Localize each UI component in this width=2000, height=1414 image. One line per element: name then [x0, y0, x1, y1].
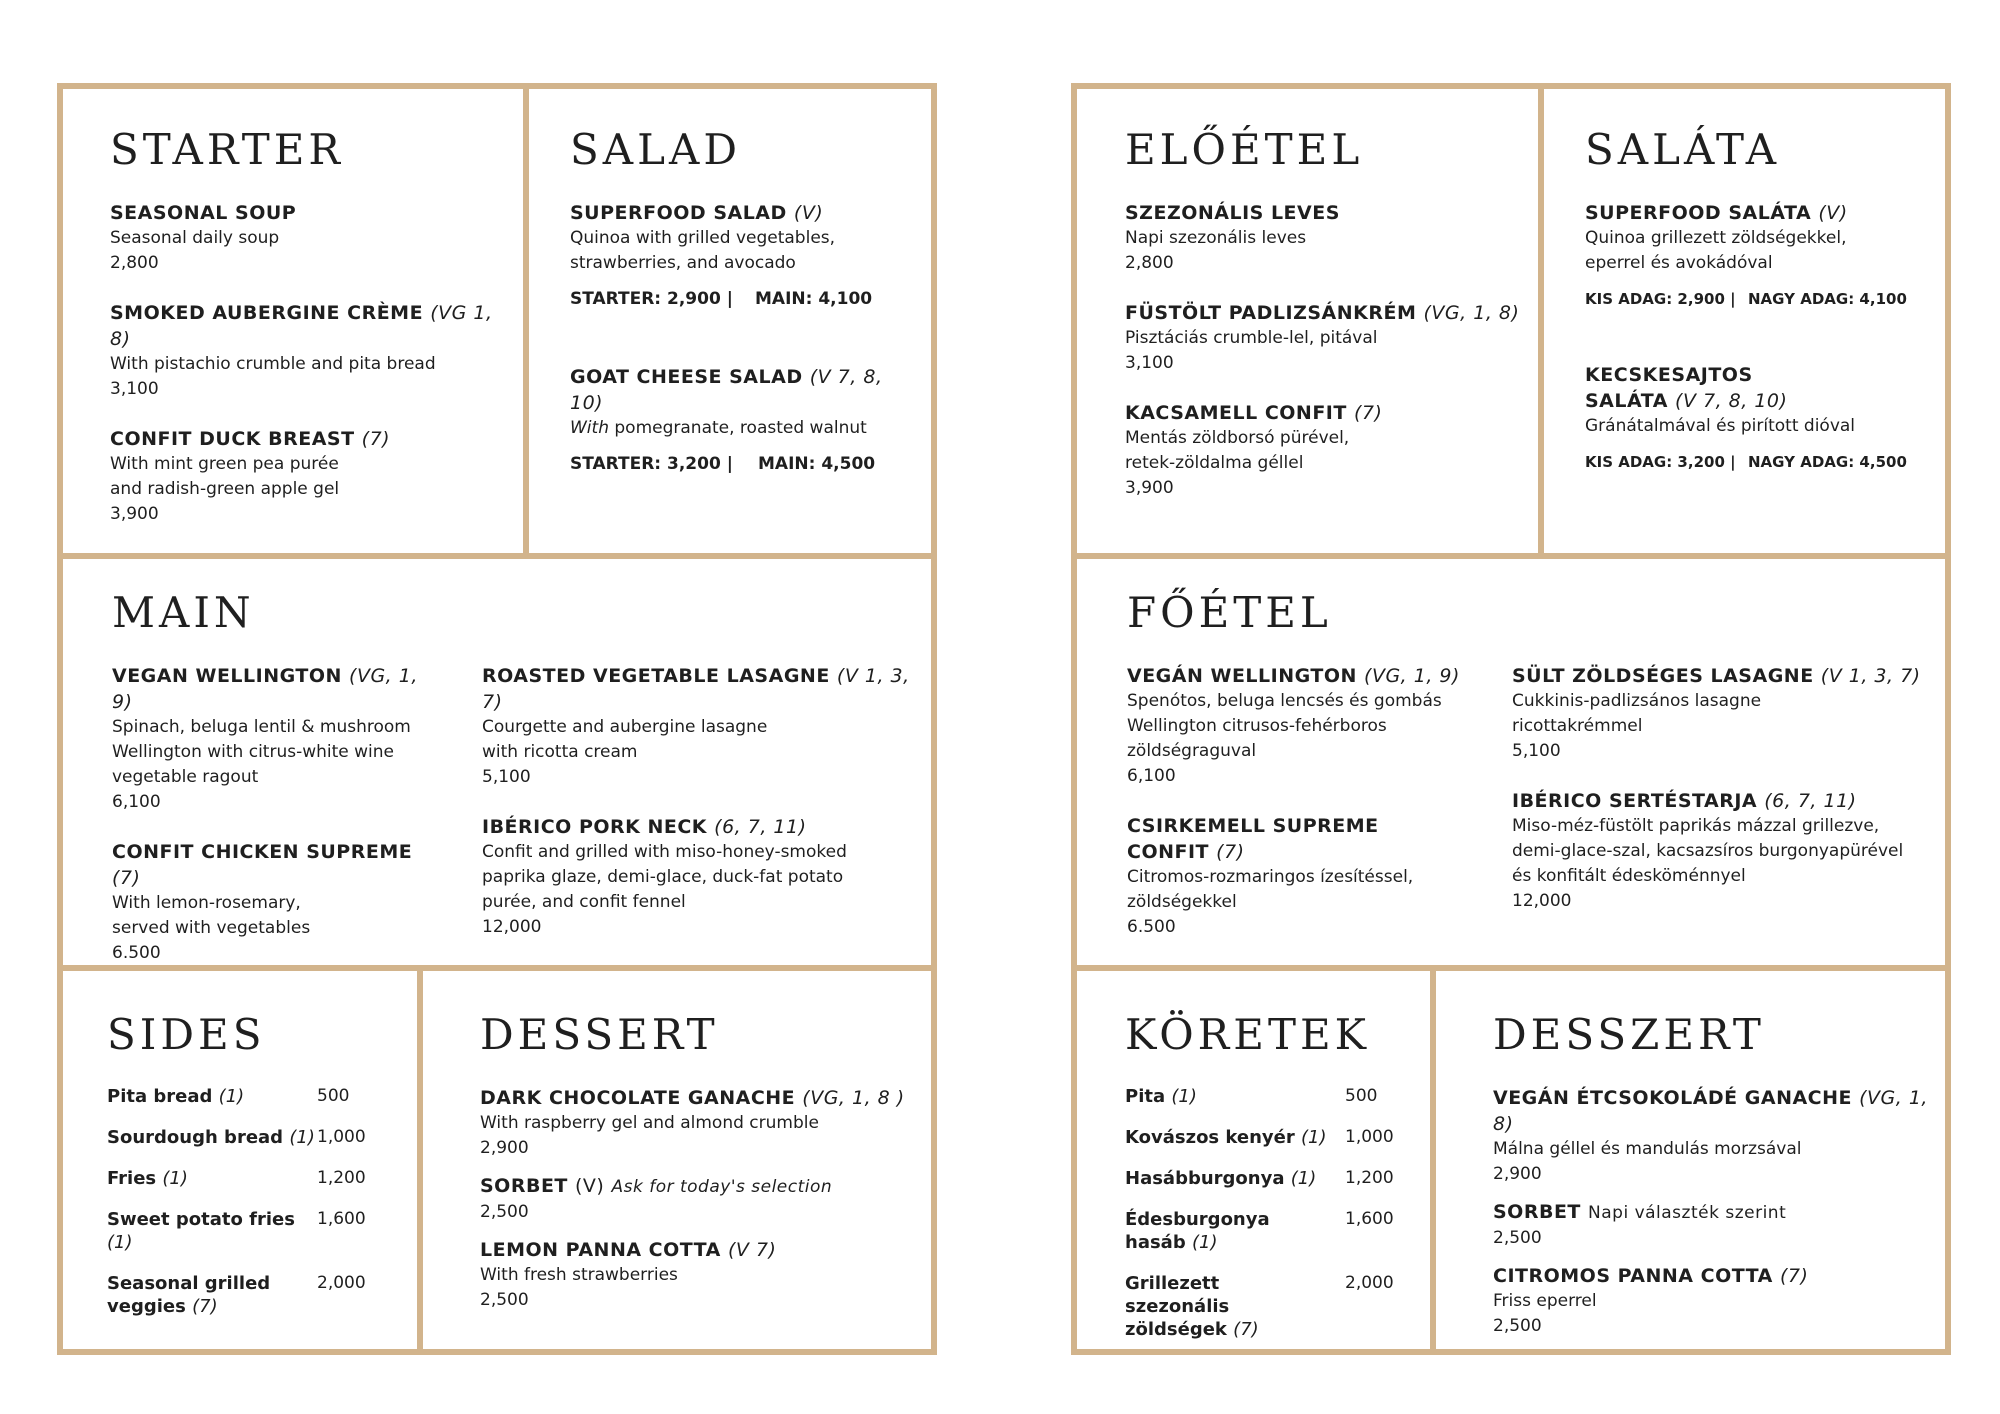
item-price: 5,100 — [1512, 741, 1561, 761]
item-desc: Spenótos, beluga lencsés és gombás — [1127, 691, 1442, 711]
item-desc: paprika glaze, demi-glace, duck-fat potato — [482, 867, 844, 887]
main-section-hu — [1127, 588, 1937, 964]
item-name: ROASTED VEGETABLE LASAGNE — [482, 665, 830, 687]
item-desc: Wellington with citrus-white wine — [112, 742, 395, 762]
item-name: Pita — [1125, 1086, 1166, 1107]
item-price: 2,500 — [480, 1202, 529, 1222]
menu-item — [1585, 200, 1935, 312]
menu-item — [482, 814, 912, 940]
item-name: Édesburgonya hasáb — [1125, 1209, 1270, 1253]
item-desc: With lemon-rosemary, — [112, 893, 301, 913]
menu-item — [112, 663, 422, 815]
item-price: 5,100 — [482, 767, 531, 787]
item-desc: vegetable ragout — [112, 767, 259, 787]
item-desc: Ask for today's selection — [611, 1177, 833, 1197]
menu-item — [1493, 1263, 1933, 1339]
item-desc: with ricotta cream — [482, 742, 638, 762]
section-title: DESSZERT — [1493, 1010, 1765, 1059]
item-price: 3,900 — [1125, 478, 1174, 498]
item-price: 6.500 — [112, 943, 161, 963]
item-name: SORBET — [480, 1175, 568, 1197]
salad-section — [570, 125, 920, 501]
item-name: Sourdough bread — [107, 1127, 284, 1148]
item-note: (V) — [1818, 202, 1848, 224]
item-desc: With — [570, 418, 609, 438]
item-note: (VG, 1, 9) — [1364, 665, 1460, 687]
salad-section-hu — [1585, 125, 1935, 499]
section-title: STARTER — [110, 125, 345, 174]
item-name: SALÁTA — [1585, 390, 1668, 412]
item-note: (V 1, 3, 7) — [482, 665, 910, 713]
item-note: (6, 7, 11) — [714, 816, 807, 838]
side-item — [1125, 1208, 1425, 1254]
item-desc: eperrel és avokádóval — [1585, 253, 1773, 273]
sides-section-hu — [1125, 1010, 1425, 1359]
item-note: (1) — [1171, 1086, 1197, 1107]
item-name: SUPERFOOD SALAD — [570, 202, 787, 224]
item-price: 2,800 — [1125, 253, 1174, 273]
item-price: 6,100 — [112, 792, 161, 812]
item-desc: és konfitált édesköménnyel — [1512, 866, 1746, 886]
item-price: 2,500 — [1493, 1316, 1542, 1336]
menu-item — [1585, 362, 1935, 475]
item-price: 12,000 — [482, 917, 542, 937]
item-name: CONFIT DUCK BREAST — [110, 428, 355, 450]
section-title: KÖRETEK — [1125, 1010, 1371, 1059]
item-desc: served with vegetables — [112, 918, 311, 938]
item-name: SEASONAL SOUP — [110, 202, 297, 224]
item-desc: With fresh strawberries — [480, 1265, 678, 1285]
item-name: CONFIT CHICKEN SUPREME — [112, 841, 413, 863]
item-desc: Friss eperrel — [1493, 1291, 1597, 1311]
item-desc: zöldségraguval — [1127, 741, 1257, 761]
item-desc: ricottakrémmel — [1512, 716, 1643, 736]
item-note: (7) — [1353, 402, 1383, 424]
section-title: MAIN — [112, 588, 255, 637]
divider — [417, 965, 423, 1355]
divider — [1430, 965, 1436, 1355]
item-price: 500 — [317, 1086, 350, 1106]
menu-item — [1127, 663, 1462, 789]
main-section — [112, 588, 912, 990]
item-note: (1) — [162, 1168, 188, 1189]
item-name: SMOKED AUBERGINE CRÈME — [110, 302, 424, 324]
menu-item — [110, 426, 510, 527]
menu-item — [1512, 663, 1937, 764]
item-note: (1) — [218, 1086, 245, 1107]
item-note: (1) — [1301, 1127, 1327, 1148]
item-note: (1) — [107, 1232, 133, 1253]
item-note: (7) — [112, 867, 141, 889]
item-desc: Pisztáciás crumble-lel, pitával — [1125, 328, 1378, 348]
menu-item — [570, 200, 920, 312]
item-desc: Spinach, beluga lentil & mushroom — [112, 717, 411, 737]
item-name: KACSAMELL CONFIT — [1125, 402, 1347, 424]
item-name: Kovászos kenyér — [1125, 1127, 1295, 1148]
item-desc: Seasonal daily soup — [110, 228, 280, 248]
item-desc: Cukkinis-padlizsános lasagne — [1512, 691, 1762, 711]
dessert-section-hu — [1493, 1010, 1933, 1363]
section-title: SALAD — [570, 125, 741, 174]
dessert-section — [480, 1010, 920, 1337]
item-desc: pomegranate, roasted walnut — [614, 418, 867, 438]
item-price: 2,900 — [480, 1138, 529, 1158]
item-note: (V 7, 8, 10) — [570, 366, 883, 414]
item-desc: strawberries, and avocado — [570, 253, 796, 273]
item-desc: Confit and grilled with miso-honey-smoked — [482, 842, 847, 862]
menu-item — [110, 300, 510, 402]
item-price: 6,100 — [1127, 766, 1176, 786]
item-note: (V 1, 3, 7) — [1820, 665, 1921, 687]
item-name: CSIRKEMELL SUPREME CONFIT — [1127, 815, 1379, 863]
item-note: (V) — [575, 1175, 605, 1197]
item-price: 500 — [1345, 1086, 1378, 1106]
item-name: Pita bread — [107, 1086, 213, 1107]
divider — [1071, 553, 1951, 559]
sides-section — [107, 1010, 407, 1336]
starter-price: STARTER: 2,900 | — [570, 289, 733, 309]
item-price-row — [570, 286, 920, 312]
item-note: (VG, 1, 8) — [1493, 1087, 1928, 1135]
item-desc: zöldségekkel — [1127, 892, 1237, 912]
item-desc: Wellington citrusos-fehérboros — [1127, 716, 1387, 736]
item-desc: Gránátalmával és pirított dióval — [1585, 416, 1856, 436]
item-name: FÜSTÖLT PADLIZSÁNKRÉM — [1125, 302, 1417, 324]
side-item — [107, 1208, 407, 1254]
menu-item — [1125, 200, 1525, 276]
section-title: SIDES — [107, 1010, 266, 1059]
item-desc: With raspberry gel and almond crumble — [480, 1113, 819, 1133]
starter-price: KIS ADAG: 3,200 | — [1585, 453, 1736, 471]
menu-item — [1125, 400, 1525, 501]
item-name: CITROMOS PANNA COTTA — [1493, 1265, 1773, 1287]
item-name: VEGAN WELLINGTON — [112, 665, 342, 687]
menu-item — [480, 1173, 920, 1225]
item-price: 2,500 — [1493, 1228, 1542, 1248]
item-price: 1,200 — [1345, 1168, 1394, 1188]
item-name: Fries — [107, 1168, 157, 1189]
item-price: 3,900 — [110, 504, 159, 524]
item-price: 3,100 — [1125, 353, 1174, 373]
item-desc: Napi szezonális leves — [1125, 228, 1307, 248]
menu-item — [1125, 300, 1525, 376]
item-price-row — [570, 451, 920, 477]
menu-item — [570, 364, 920, 477]
section-title: DESSERT — [480, 1010, 719, 1059]
item-desc: Quinoa with grilled vegetables, — [570, 228, 836, 248]
item-note: (6, 7, 11) — [1764, 790, 1857, 812]
menu-item — [1493, 1199, 1933, 1251]
menu-item — [112, 839, 422, 966]
menu-item — [1127, 813, 1462, 940]
item-name: LEMON PANNA COTTA — [480, 1239, 721, 1261]
item-name: SÜLT ZÖLDSÉGES LASAGNE — [1512, 665, 1814, 687]
main-price: NAGY ADAG: 4,100 — [1748, 290, 1907, 308]
item-name: Sweet potato fries — [107, 1209, 295, 1230]
item-desc: Citromos-rozmaringos ízesítéssel, — [1127, 867, 1414, 887]
item-desc: purée, and confit fennel — [482, 892, 686, 912]
item-note: (VG 1, 8) — [110, 302, 493, 350]
item-note: (VG, 1, 8) — [1423, 302, 1520, 324]
item-desc: With pistachio crumble and pita bread — [110, 354, 436, 374]
divider — [523, 83, 529, 559]
item-name: GOAT CHEESE SALAD — [570, 366, 803, 388]
item-price: 1,600 — [317, 1209, 366, 1229]
item-note: (7) — [1779, 1265, 1809, 1287]
side-item — [107, 1272, 407, 1318]
item-price: 1,000 — [1345, 1127, 1394, 1147]
main-price: NAGY ADAG: 4,500 — [1748, 453, 1907, 471]
starter-section — [110, 125, 510, 551]
main-price: MAIN: 4,500 — [758, 454, 876, 474]
item-note: (VG, 1, 9) — [112, 665, 418, 713]
item-name: SZEZONÁLIS LEVES — [1125, 202, 1340, 224]
item-note: (V) — [793, 202, 824, 224]
side-item — [1125, 1126, 1425, 1149]
item-note: (1) — [1290, 1168, 1317, 1189]
divider — [1071, 965, 1951, 971]
item-name: IBÉRICO PORK NECK — [482, 816, 708, 838]
item-note: (VG, 1, 8 ) — [802, 1087, 905, 1109]
item-note: (7) — [1216, 841, 1245, 863]
item-price-row — [1585, 449, 1935, 475]
menu-item — [110, 200, 510, 276]
starter-section-hu — [1125, 125, 1525, 525]
menu-item — [480, 1237, 920, 1313]
item-price: 2,800 — [110, 253, 159, 273]
item-price-row — [1585, 286, 1935, 312]
menu-item — [482, 663, 912, 790]
item-price: 2,900 — [1493, 1164, 1542, 1184]
item-desc: demi-glace-szal, kacsazsíros burgonyapürével — [1512, 841, 1904, 861]
item-note: (7) — [1233, 1319, 1259, 1340]
item-note: (7) — [192, 1296, 218, 1317]
item-price: 1,600 — [1345, 1209, 1394, 1229]
item-price: 1,200 — [317, 1168, 366, 1188]
item-note: (1) — [289, 1127, 315, 1148]
section-title: SALÁTA — [1585, 125, 1781, 174]
divider — [1538, 83, 1544, 559]
item-desc: Napi választék szerint — [1588, 1203, 1787, 1223]
item-name: Grillezett szezonális zöldségek — [1125, 1273, 1230, 1340]
menu-item — [480, 1085, 920, 1161]
item-name: DARK CHOCOLATE GANACHE — [480, 1087, 796, 1109]
item-note: (7) — [361, 428, 391, 450]
item-name: Hasábburgonya — [1125, 1168, 1285, 1189]
item-price: 2,000 — [1345, 1273, 1394, 1293]
item-name: Seasonal grilled veggies — [107, 1273, 271, 1317]
item-price: 3,100 — [110, 379, 159, 399]
item-desc: Courgette and aubergine lasagne — [482, 717, 768, 737]
starter-price: KIS ADAG: 2,900 | — [1585, 290, 1736, 308]
starter-price: STARTER: 3,200 | — [570, 454, 733, 474]
side-item — [1125, 1272, 1425, 1341]
item-note: (V 7, 8, 10) — [1675, 390, 1788, 412]
item-name: VEGÁN WELLINGTON — [1127, 665, 1357, 687]
side-item — [107, 1167, 407, 1190]
item-desc: Mentás zöldborsó pürével, — [1125, 428, 1350, 448]
item-price: 12,000 — [1512, 891, 1572, 911]
item-price: 2,000 — [317, 1273, 366, 1293]
item-desc: Miso-méz-füstölt paprikás mázzal grillezve, — [1512, 816, 1880, 836]
menu-item — [1493, 1085, 1933, 1187]
divider — [57, 553, 937, 559]
item-name: VEGÁN ÉTCSOKOLÁDÉ GANACHE — [1493, 1087, 1852, 1109]
item-desc: retek-zöldalma géllel — [1125, 453, 1304, 473]
item-desc: Málna géllel és mandulás morzsával — [1493, 1139, 1802, 1159]
menu-item — [1512, 788, 1937, 914]
item-note: (V 7) — [727, 1239, 777, 1261]
side-item — [107, 1126, 407, 1149]
item-price: 6.500 — [1127, 917, 1176, 937]
item-name: KECSKESAJTOS — [1585, 364, 1753, 386]
item-price: 1,000 — [317, 1127, 366, 1147]
section-title: ELŐÉTEL — [1125, 125, 1364, 174]
item-desc: Quinoa grillezett zöldségekkel, — [1585, 228, 1847, 248]
item-name: SUPERFOOD SALÁTA — [1585, 202, 1812, 224]
item-desc: and radish-green apple gel — [110, 479, 340, 499]
side-item — [1125, 1085, 1425, 1108]
item-name: SORBET — [1493, 1201, 1581, 1223]
item-price: 2,500 — [480, 1290, 529, 1310]
section-title: FŐÉTEL — [1127, 588, 1332, 637]
main-price: MAIN: 4,100 — [755, 289, 873, 309]
side-item — [107, 1085, 407, 1108]
item-desc: With mint green pea purée — [110, 454, 339, 474]
side-item — [1125, 1167, 1425, 1190]
item-name: IBÉRICO SERTÉSTARJA — [1512, 790, 1758, 812]
item-note: (1) — [1192, 1232, 1218, 1253]
